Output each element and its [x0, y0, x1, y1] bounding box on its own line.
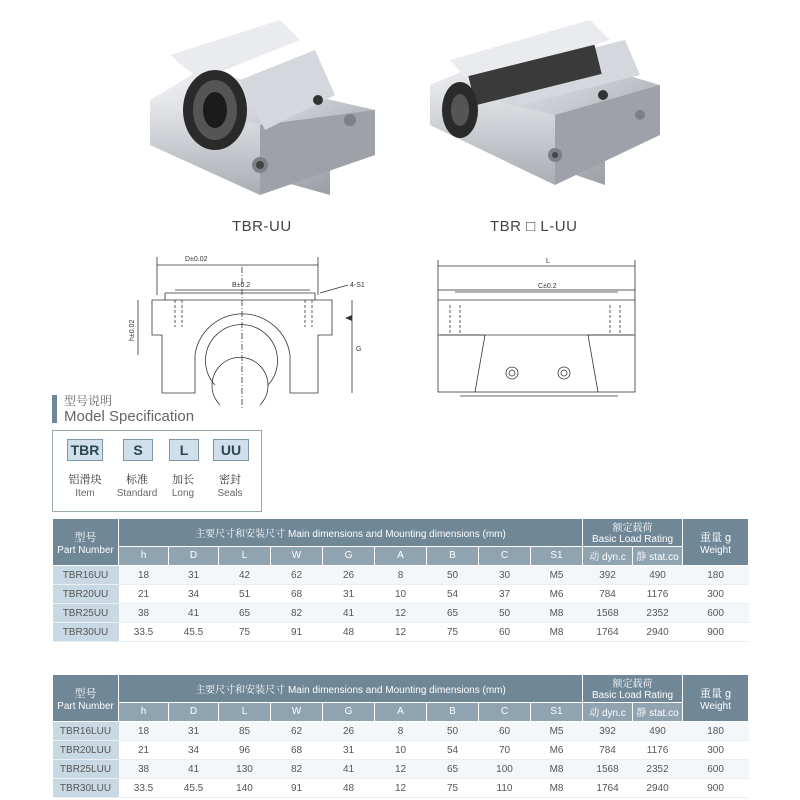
header-weight: [683, 675, 749, 722]
col-c: C: [479, 702, 531, 721]
value-cell: 2352: [633, 760, 683, 779]
value-cell: 85: [219, 722, 271, 741]
value-cell: 900: [683, 779, 749, 798]
part-number-cell: TBR20UU: [53, 585, 119, 604]
value-cell: 70: [479, 741, 531, 760]
product-label-tbr-uu: TBR-UU: [232, 218, 292, 235]
value-cell: 45.5: [169, 623, 219, 642]
code-tbr-cn: 铝滑块: [68, 474, 102, 486]
value-cell: 8: [375, 722, 427, 741]
value-cell: 54: [427, 741, 479, 760]
product-image-tbr-luu: [425, 15, 665, 190]
value-cell: 2940: [633, 623, 683, 642]
value-cell: 68: [271, 741, 323, 760]
value-cell: 96: [219, 741, 271, 760]
value-cell: 392: [583, 566, 633, 585]
part-number-cell: TBR30UU: [53, 623, 119, 642]
value-cell: 1568: [583, 760, 633, 779]
code-tbr: TBR: [67, 439, 103, 461]
product-label-tbr-luu: TBR □ L-UU: [490, 218, 578, 235]
table-row: [53, 585, 749, 604]
header-part-en: Part Number: [57, 700, 114, 712]
value-cell: M8: [531, 779, 583, 798]
value-cell: 31: [169, 566, 219, 585]
code-tbr-en: Item: [75, 488, 95, 499]
value-cell: 34: [169, 585, 219, 604]
col-a: A: [375, 546, 427, 565]
header-main-dims: 主要尺寸和安装尺寸 Main dimensions and Mounting dimensions (mm): [119, 519, 583, 547]
col-g: G: [323, 702, 375, 721]
col-l: L: [219, 702, 271, 721]
table-row: [53, 741, 749, 760]
value-cell: 26: [323, 566, 375, 585]
value-cell: 60: [479, 722, 531, 741]
header-part-number: [53, 675, 119, 722]
col-dyn: 动 dyn.c: [583, 546, 633, 565]
value-cell: 41: [169, 760, 219, 779]
value-cell: 75: [427, 779, 479, 798]
value-cell: 41: [169, 604, 219, 623]
product-image-tbr-uu: [140, 15, 380, 205]
model-spec-title-en: Model Specification: [64, 408, 195, 425]
col-stat: 静 stat.co: [633, 546, 683, 565]
header-load-en: Basic Load Rating: [591, 690, 674, 702]
value-cell: 60: [479, 623, 531, 642]
code-l-cn: 加长: [172, 474, 194, 486]
value-cell: 65: [427, 760, 479, 779]
header-weight: [683, 519, 749, 566]
value-cell: 62: [271, 566, 323, 585]
value-cell: 30: [479, 566, 531, 585]
value-cell: 33.5: [119, 623, 169, 642]
value-cell: 21: [119, 585, 169, 604]
col-d: D: [169, 546, 219, 565]
value-cell: 48: [323, 779, 375, 798]
value-cell: 54: [427, 585, 479, 604]
value-cell: M5: [531, 566, 583, 585]
code-uu-cn: 密封: [219, 474, 241, 486]
value-cell: M6: [531, 585, 583, 604]
col-l: L: [219, 546, 271, 565]
code-l-en: Long: [171, 488, 195, 499]
table-row: [53, 566, 749, 585]
header-load-rating: [583, 675, 683, 703]
value-cell: 110: [479, 779, 531, 798]
value-cell: M8: [531, 604, 583, 623]
col-d: D: [169, 702, 219, 721]
header-part-cn: 型号: [74, 687, 97, 700]
value-cell: 91: [271, 623, 323, 642]
value-cell: 100: [479, 760, 531, 779]
value-cell: M8: [531, 760, 583, 779]
col-stat: 静 stat.co: [633, 702, 683, 721]
dim-l-label: L: [546, 258, 550, 265]
value-cell: 65: [427, 604, 479, 623]
value-cell: M6: [531, 741, 583, 760]
header-load-en: Basic Load Rating: [591, 534, 674, 546]
col-w: W: [271, 702, 323, 721]
spec-table-standard: [52, 518, 749, 642]
col-c: C: [479, 546, 531, 565]
value-cell: 12: [375, 623, 427, 642]
value-cell: 51: [219, 585, 271, 604]
dim-d-label: D±0.02: [185, 256, 208, 263]
col-s1: S1: [531, 702, 583, 721]
col-s1: S1: [531, 546, 583, 565]
value-cell: 34: [169, 741, 219, 760]
header-load-cn: 额定载荷: [612, 523, 653, 535]
col-dyn: 动 dyn.c: [583, 702, 633, 721]
table-row: [53, 760, 749, 779]
part-number-cell: TBR30LUU: [53, 779, 119, 798]
value-cell: 140: [219, 779, 271, 798]
model-spec-box: [52, 430, 262, 512]
dim-b-label: B±0.2: [232, 282, 251, 289]
value-cell: 600: [683, 760, 749, 779]
value-cell: 1176: [633, 585, 683, 604]
code-s-en: Standard: [116, 488, 158, 499]
part-number-cell: TBR20LUU: [53, 741, 119, 760]
value-cell: 41: [323, 604, 375, 623]
model-spec-title-cn: 型号说明: [64, 394, 113, 408]
value-cell: M5: [531, 722, 583, 741]
value-cell: 42: [219, 566, 271, 585]
value-cell: M8: [531, 623, 583, 642]
value-cell: 600: [683, 604, 749, 623]
front-view-drawing: [120, 245, 370, 415]
value-cell: 18: [119, 722, 169, 741]
part-number-cell: TBR25UU: [53, 604, 119, 623]
value-cell: 41: [323, 760, 375, 779]
header-load-cn: 额定载荷: [612, 679, 653, 691]
value-cell: 300: [683, 585, 749, 604]
value-cell: 75: [427, 623, 479, 642]
code-s-cn: 标准: [126, 474, 148, 486]
value-cell: 91: [271, 779, 323, 798]
value-cell: 12: [375, 760, 427, 779]
table-row: [53, 722, 749, 741]
value-cell: 784: [583, 741, 633, 760]
value-cell: 68: [271, 585, 323, 604]
value-cell: 82: [271, 760, 323, 779]
header-main-dims: 主要尺寸和安装尺寸 Main dimensions and Mounting dimensions (mm): [119, 675, 583, 703]
value-cell: 65: [219, 604, 271, 623]
header-weight-en: Weight: [700, 700, 732, 712]
header-weight-en: Weight: [700, 544, 732, 556]
value-cell: 18: [119, 566, 169, 585]
value-cell: 180: [683, 566, 749, 585]
value-cell: 900: [683, 623, 749, 642]
col-g: G: [323, 546, 375, 565]
value-cell: 38: [119, 760, 169, 779]
value-cell: 37: [479, 585, 531, 604]
col-h: h: [119, 546, 169, 565]
value-cell: 8: [375, 566, 427, 585]
value-cell: 490: [633, 566, 683, 585]
value-cell: 33.5: [119, 779, 169, 798]
dim-c-label: C±0.2: [538, 283, 557, 290]
value-cell: 31: [169, 722, 219, 741]
value-cell: 31: [323, 585, 375, 604]
value-cell: 26: [323, 722, 375, 741]
header-load-rating: [583, 519, 683, 547]
part-number-cell: TBR16LUU: [53, 722, 119, 741]
spec-table-long: [52, 674, 749, 798]
value-cell: 300: [683, 741, 749, 760]
value-cell: 784: [583, 585, 633, 604]
header-weight-cn: 重量 g: [699, 531, 732, 544]
dim-s1-label: 4-S1: [350, 282, 365, 289]
value-cell: 50: [479, 604, 531, 623]
value-cell: 2352: [633, 604, 683, 623]
value-cell: 12: [375, 604, 427, 623]
dim-h-label: h±0.02: [129, 319, 136, 341]
col-a: A: [375, 702, 427, 721]
value-cell: 130: [219, 760, 271, 779]
value-cell: 62: [271, 722, 323, 741]
value-cell: 2940: [633, 779, 683, 798]
value-cell: 45.5: [169, 779, 219, 798]
value-cell: 21: [119, 741, 169, 760]
value-cell: 490: [633, 722, 683, 741]
col-b: B: [427, 702, 479, 721]
part-number-cell: TBR25LUU: [53, 760, 119, 779]
part-number-cell: TBR16UU: [53, 566, 119, 585]
table-row: [53, 779, 749, 798]
value-cell: 75: [219, 623, 271, 642]
col-w: W: [271, 546, 323, 565]
value-cell: 10: [375, 741, 427, 760]
value-cell: 180: [683, 722, 749, 741]
value-cell: 1764: [583, 623, 633, 642]
value-cell: 50: [427, 566, 479, 585]
col-b: B: [427, 546, 479, 565]
header-part-number: [53, 519, 119, 566]
dim-g-label: G: [356, 346, 362, 353]
table-row: [53, 604, 749, 623]
value-cell: 10: [375, 585, 427, 604]
value-cell: 31: [323, 741, 375, 760]
value-cell: 12: [375, 779, 427, 798]
section-marker: [52, 395, 57, 423]
col-h: h: [119, 702, 169, 721]
code-uu: UU: [213, 439, 249, 461]
header-part-cn: 型号: [74, 531, 97, 544]
value-cell: 1568: [583, 604, 633, 623]
code-uu-en: Seals: [217, 488, 243, 499]
value-cell: 50: [427, 722, 479, 741]
value-cell: 38: [119, 604, 169, 623]
header-weight-cn: 重量 g: [699, 687, 732, 700]
value-cell: 1176: [633, 741, 683, 760]
table-row: [53, 623, 749, 642]
code-s: S: [123, 439, 153, 461]
side-view-drawing: [430, 250, 650, 410]
value-cell: 1764: [583, 779, 633, 798]
header-part-en: Part Number: [57, 544, 114, 556]
code-l: L: [169, 439, 199, 461]
value-cell: 48: [323, 623, 375, 642]
value-cell: 82: [271, 604, 323, 623]
value-cell: 392: [583, 722, 633, 741]
